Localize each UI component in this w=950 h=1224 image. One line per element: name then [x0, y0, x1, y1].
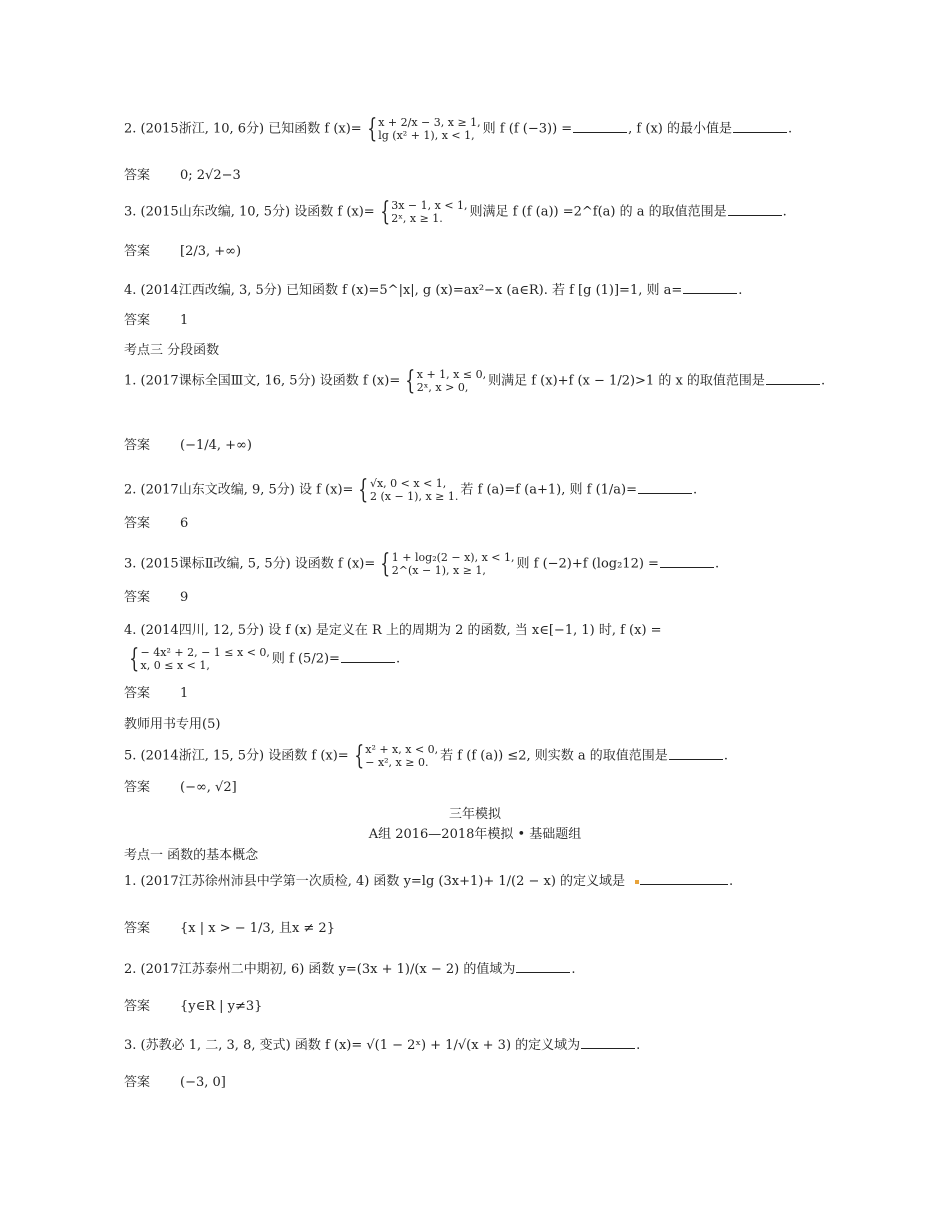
question-1-2017-kebiao3 [124, 368, 825, 394]
answer-label: 答案 [124, 1075, 151, 1090]
question-text: 2. (2015浙江, 10, 6分) 已知函数 f (x)= [124, 121, 362, 137]
answer-row [124, 589, 188, 607]
answer-blank [581, 1036, 635, 1049]
section-title: 考点一 函数的基本概念 [124, 848, 259, 863]
question-3-2015-kebiao2 [124, 551, 719, 577]
case-line: 2ˣ, x > 0, [416, 381, 469, 394]
mock-question-3 [124, 1036, 640, 1055]
answer-value: 0; 2√2−3 [180, 168, 241, 183]
question-text: 若 f (a)=f (a+1), 则 f (1/a)= [460, 482, 638, 498]
question-text: 则 f (f (−3)) = [482, 121, 573, 137]
question-2-2015-zhejiang [124, 116, 792, 142]
answer-value: 9 [180, 590, 189, 605]
answer-value: 6 [180, 516, 189, 531]
answer-blank [516, 960, 570, 973]
highlight-mark-icon [635, 880, 639, 884]
section-title: 考点三 分段函数 [124, 343, 220, 358]
piecewise-function: { x + 2/x − 3, x ≥ 1, lg (x² + 1), x < 1, [366, 114, 481, 144]
question-text: . [693, 482, 698, 498]
case-line: − x², x ≥ 0. [365, 756, 429, 769]
answer-label: 答案 [124, 686, 151, 701]
answer-value: (−∞, √2] [180, 780, 237, 795]
case-line: √x, 0 < x < 1, [369, 477, 447, 490]
question-text: . [729, 874, 734, 889]
answer-blank [683, 281, 737, 294]
answer-label: 答案 [124, 590, 151, 605]
piecewise-function: { 3x − 1, x < 1, 2ˣ, x ≥ 1. [379, 197, 468, 227]
answer-row [124, 998, 262, 1016]
answer-label: 答案 [124, 438, 151, 453]
question-text: . [571, 962, 576, 977]
answer-row [124, 685, 188, 703]
question-text: 1. (2017江苏徐州沛县中学第一次质检, 4) 函数 y=lg (3x+1)+ 1/(2 − x) 的定义域是 [124, 874, 626, 889]
answer-row [124, 437, 252, 455]
answer-row [124, 1074, 226, 1092]
answer-blank [573, 120, 627, 133]
answer-label: 答案 [124, 516, 151, 531]
case-line: 2 (x − 1), x ≥ 1. [369, 490, 459, 503]
answer-blank [669, 747, 723, 760]
teacher-note [124, 716, 220, 734]
answer-value: [2/3, +∞) [180, 244, 242, 259]
question-text: . [788, 121, 793, 137]
answer-value: 1 [180, 686, 189, 701]
question-text: 2. (2017江苏泰州二中期初, 6) 函数 y=(3x + 1)/(x − 2) 的值域为 [124, 962, 516, 977]
question-text: 则 f (5/2)= [271, 651, 340, 667]
answer-label: 答案 [124, 313, 151, 328]
case-line: x + 2/x − 3, x ≥ 1, [378, 116, 481, 129]
question-3-2015-shandong [124, 199, 787, 225]
question-text: . [714, 556, 720, 572]
question-4-2014-sichuan [124, 622, 662, 640]
case-line: 1 + log₂(2 − x), x < 1, [391, 551, 515, 564]
question-4-2014-jiangxi [124, 281, 742, 300]
question-text: 则 f (−2)+f (log₂12) = [516, 556, 659, 572]
section-title-three-year [0, 806, 950, 824]
question-text: , f (x) 的最小值是 [628, 121, 732, 137]
question-4-2014-sichuan-cont [124, 646, 400, 672]
question-text: . [738, 283, 743, 298]
answer-blank [766, 372, 820, 385]
question-5-2014-zhejiang [124, 743, 728, 769]
answer-row [124, 312, 188, 330]
case-line: − 4x² + 2, − 1 ≤ x < 0, [140, 646, 270, 659]
answer-blank [733, 120, 787, 133]
case-line: 2^(x − 1), x ≥ 1, [391, 564, 486, 577]
answer-blank [728, 203, 782, 216]
answer-value: (−1/4, +∞) [180, 438, 252, 453]
case-line: 2ˣ, x ≥ 1. [391, 212, 443, 225]
piecewise-function: { 1 + log₂(2 − x), x < 1, 2^(x − 1), x ≥ 1, [380, 549, 515, 579]
teacher-note-text: 教师用书专用(5) [124, 717, 221, 732]
question-text: 则满足 f (f (a)) =2^f(a) 的 a 的取值范围是 [469, 204, 727, 220]
question-text: . [395, 651, 401, 667]
answer-label: 答案 [124, 780, 151, 795]
case-line: lg (x² + 1), x < 1, [378, 129, 475, 142]
question-text: 则满足 f (x)+f (x − 1/2)>1 的 x 的取值范围是 [488, 373, 765, 389]
case-line: 3x − 1, x < 1, [391, 199, 468, 212]
answer-row [124, 167, 241, 185]
answer-value: 1 [180, 313, 189, 328]
section-subtitle-group-a [0, 826, 950, 844]
answer-label: 答案 [124, 999, 151, 1014]
answer-blank [660, 555, 714, 568]
case-line: x + 1, x ≤ 0, [416, 368, 487, 381]
question-text: 1. (2017课标全国Ⅲ文, 16, 5分) 设函数 f (x)= [124, 373, 401, 389]
answer-blank [638, 481, 692, 494]
question-text: 2. (2017山东文改编, 9, 5分) 设 f (x)= [124, 482, 354, 498]
case-line: x, 0 ≤ x < 1, [140, 659, 210, 672]
section-heading [124, 342, 219, 360]
question-text: . [636, 1038, 641, 1053]
question-text: 4. (2014江西改编, 3, 5分) 已知函数 f (x)=5^|x|, g (x)=ax²−x (a∈R). 若 f [g (1)]=1, 则 a= [124, 283, 683, 298]
section-heading [124, 847, 258, 865]
answer-row [124, 779, 237, 797]
answer-label: 答案 [124, 168, 151, 183]
question-text: 5. (2014浙江, 15, 5分) 设函数 f (x)= [124, 748, 349, 764]
question-text: 4. (2014四川, 12, 5分) 设 f (x) 是定义在 R 上的周期为 2 的函数, 当 x∈[−1, 1) 时, f (x) = [124, 623, 662, 638]
piecewise-function: { √x, 0 < x < 1, 2 (x − 1), x ≥ 1. [358, 475, 459, 505]
piecewise-function: { x + 1, x ≤ 0, 2ˣ, x > 0, [405, 366, 487, 396]
answer-row [124, 515, 188, 533]
answer-value: (−3, 0] [180, 1075, 226, 1090]
question-text: 3. (苏教必 1, 二, 3, 8, 变式) 函数 f (x)= √(1 − 2ˣ) + 1/√(x + 3) 的定义域为 [124, 1038, 581, 1053]
section-subtitle: A组 2016—2018年模拟 • 基础题组 [368, 827, 582, 842]
question-text: . [723, 748, 728, 764]
answer-row [124, 920, 335, 938]
question-text: . [782, 204, 787, 220]
answer-blank [640, 872, 728, 885]
answer-value: {x | x > − 1/3, 且x ≠ 2} [180, 921, 335, 936]
mock-question-1 [124, 872, 733, 891]
answer-label: 答案 [124, 244, 151, 259]
section-title: 三年模拟 [448, 807, 501, 822]
answer-row [124, 243, 241, 261]
question-2-2017-shandong [124, 477, 697, 503]
question-text: . [820, 373, 826, 389]
mock-question-2 [124, 960, 576, 979]
case-line: x² + x, x < 0, [365, 743, 439, 756]
answer-value: {y∈R | y≠3} [180, 999, 263, 1014]
answer-blank [341, 650, 395, 663]
question-text: 3. (2015山东改编, 10, 5分) 设函数 f (x)= [124, 204, 375, 220]
piecewise-function: { − 4x² + 2, − 1 ≤ x < 0, x, 0 ≤ x < 1, [129, 644, 270, 674]
question-text: 若 f (f (a)) ≤2, 则实数 a 的取值范围是 [440, 748, 668, 764]
piecewise-function: { x² + x, x < 0, − x², x ≥ 0. [353, 741, 439, 771]
question-text: 3. (2015课标Ⅱ改编, 5, 5分) 设函数 f (x)= [124, 556, 376, 572]
answer-label: 答案 [124, 921, 151, 936]
